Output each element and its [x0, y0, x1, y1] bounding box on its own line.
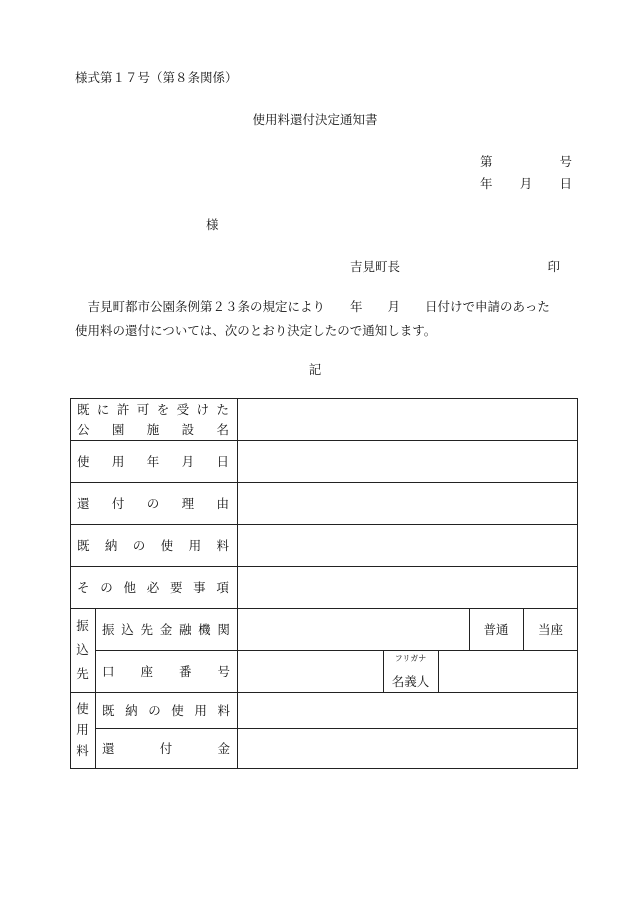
char: 名	[216, 422, 229, 437]
label-account-number	[102, 650, 230, 692]
char: 使	[76, 701, 89, 716]
body-text	[75, 295, 575, 343]
label-fee-group	[70, 699, 95, 759]
char: 必	[146, 580, 160, 595]
char: 既	[102, 703, 115, 718]
char: 既	[77, 402, 90, 417]
label-fee-paid	[102, 692, 230, 728]
form-number: 様式第１７号（第８条関係）	[75, 70, 238, 85]
char: 付	[111, 496, 125, 511]
date-year: 年	[480, 176, 493, 191]
sender	[350, 257, 560, 275]
label-permitted	[77, 399, 229, 419]
char: 可	[136, 402, 150, 417]
document-number	[480, 152, 572, 170]
char: の	[146, 496, 160, 511]
char: 既	[77, 538, 90, 553]
label-use-date	[77, 440, 229, 482]
label-furigana: フリガナ	[394, 654, 427, 663]
char: の	[132, 538, 146, 553]
seal-mark: 印	[547, 259, 560, 274]
char: 使	[171, 703, 184, 718]
char: た	[216, 402, 229, 417]
char: 用	[76, 722, 89, 737]
char: 理	[181, 496, 195, 511]
date-month: 月	[519, 176, 533, 191]
char: 用	[194, 703, 207, 718]
label-refund-reason	[77, 482, 229, 524]
char: 金	[159, 622, 173, 637]
label-account-holder: 名義人	[391, 674, 430, 689]
date-day: 日	[559, 176, 572, 191]
char: 料	[76, 743, 89, 758]
char: 料	[217, 703, 230, 718]
addressee: 様	[206, 217, 219, 232]
body-line-2: 使用料の還付については、次のとおり決定したので通知します。	[75, 323, 437, 338]
document-title: 使用料還付決定通知書	[252, 112, 378, 127]
char: 関	[217, 622, 230, 637]
char: 項	[216, 580, 229, 595]
char: を	[156, 402, 170, 417]
document-date	[480, 174, 572, 192]
char: そ	[77, 580, 90, 595]
char: 園	[111, 422, 125, 437]
char: 日	[216, 454, 229, 469]
char: 事	[193, 580, 206, 595]
char: 使	[77, 454, 90, 469]
char: 用	[188, 538, 202, 553]
char: 年	[146, 454, 160, 469]
char: 先	[76, 666, 89, 681]
body-line-1: 吉見町都市公園条例第２３条の規定により 年 月 日付けで申請のあった	[87, 299, 550, 314]
char: け	[196, 402, 210, 417]
char: の	[100, 580, 113, 595]
doc-no-dai: 第	[480, 154, 493, 169]
char: 込	[76, 642, 89, 657]
label-paid-fee	[77, 524, 229, 566]
char: 許	[116, 402, 130, 417]
char: 座	[140, 664, 153, 679]
char: 番	[178, 664, 192, 679]
char: 月	[181, 454, 195, 469]
char: 振	[76, 618, 89, 633]
char: 還	[77, 496, 90, 511]
label-refund-amount	[102, 728, 230, 768]
char: 料	[216, 538, 229, 553]
char: 振	[102, 622, 115, 637]
char: 融	[178, 622, 192, 637]
char: 施	[146, 422, 160, 437]
ki-heading: 記	[308, 362, 322, 377]
label-transfer-bank	[102, 608, 230, 650]
char: 金	[217, 741, 230, 756]
char: 他	[123, 580, 136, 595]
label-transfer-group	[70, 616, 95, 682]
doc-no-go: 号	[559, 154, 572, 169]
char: 付	[159, 741, 173, 756]
char: に	[96, 402, 110, 417]
char: 使	[160, 538, 174, 553]
char: 用	[111, 454, 125, 469]
char: 号	[217, 664, 230, 679]
sender-title: 吉見町長	[350, 259, 401, 274]
char: 先	[140, 622, 153, 637]
char: 受	[176, 402, 190, 417]
char: 込	[121, 622, 134, 637]
char: 納	[125, 703, 138, 718]
char: 要	[169, 580, 183, 595]
char: の	[148, 703, 161, 718]
char: 納	[104, 538, 118, 553]
char: 公	[77, 422, 90, 437]
account-type-current: 当座	[537, 622, 563, 637]
label-other-items	[77, 566, 229, 608]
label-facility-name	[77, 419, 229, 439]
char: 還	[102, 741, 115, 756]
char: 設	[181, 422, 195, 437]
char: 由	[216, 496, 229, 511]
account-type-ordinary: 普通	[483, 622, 509, 637]
char: 機	[198, 622, 211, 637]
char: 口	[102, 664, 115, 679]
refund-table	[70, 398, 578, 769]
